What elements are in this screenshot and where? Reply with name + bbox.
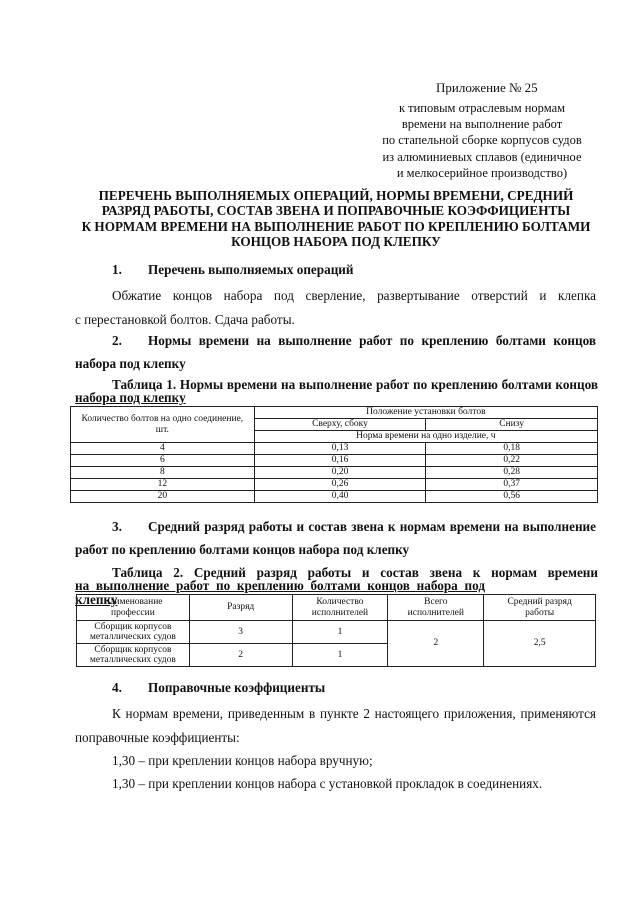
top-value-cell: 0,16 bbox=[254, 455, 426, 467]
grade-cell: 2 bbox=[189, 644, 292, 667]
section-title: Нормы времени на выполнение работ по креплению болтами концов bbox=[148, 333, 596, 348]
section-4-intro-line1: К нормам времени, приведенным в пункте 2 настоящего приложения, применяются bbox=[112, 706, 596, 721]
table-row bbox=[77, 621, 596, 644]
table-2-caption: Таблица 2. Средний разряд работы и состав звена к нормам времени bbox=[112, 565, 598, 580]
header-bottom: Снизу bbox=[426, 419, 598, 431]
section-3-heading-line2: работ по креплению болтами концов набора под клепку bbox=[75, 542, 410, 557]
coefficient-item: 1,30 – при креплении концов набора с установкой прокладок в соединениях. bbox=[112, 776, 543, 791]
header-performers: Количество исполнителей bbox=[292, 595, 388, 621]
section-title: Поправочные коэффициенты bbox=[148, 680, 326, 695]
table-1 bbox=[70, 406, 598, 503]
section-number: 4. bbox=[112, 680, 122, 695]
header-total: Всего исполнителей bbox=[388, 595, 484, 621]
header-profession: Наименование профессии bbox=[77, 595, 190, 621]
header-grade: Разряд bbox=[189, 595, 292, 621]
appendix-line: по стапельной сборке корпусов судов bbox=[382, 133, 582, 148]
top-value-cell: 0,40 bbox=[254, 491, 426, 503]
bolt-count-cell: 12 bbox=[71, 479, 255, 491]
profession-cell: Сборщик корпусов металлических судов bbox=[77, 621, 190, 644]
appendix-subtitle bbox=[372, 100, 592, 181]
bolt-count-cell: 20 bbox=[71, 491, 255, 503]
top-value-cell: 0,20 bbox=[254, 467, 426, 479]
bottom-value-cell: 0,22 bbox=[426, 455, 598, 467]
appendix-line: к типовым отраслевым нормам bbox=[398, 101, 566, 115]
bolt-count-cell: 4 bbox=[71, 443, 255, 455]
bolt-count-cell: 8 bbox=[71, 467, 255, 479]
performers-cell: 1 bbox=[292, 621, 388, 644]
appendix-number: Приложение № 25 bbox=[436, 80, 538, 95]
appendix-line: времени на выполнение работ bbox=[401, 117, 563, 132]
title-line: ПЕРЕЧЕНЬ ВЫПОЛНЯЕМЫХ ОПЕРАЦИЙ, НОРМЫ ВРЕМЕНИ, СРЕДНИЙ bbox=[98, 188, 574, 203]
section-1-text-line2: с перестановкой болтов. Сдача работы. bbox=[75, 312, 295, 327]
section-4-intro-line2: поправочные коэффициенты: bbox=[75, 730, 240, 745]
bottom-value-cell: 0,37 bbox=[426, 479, 598, 491]
table-2-caption-line2: на выполнение работ по креплению болтами концов набора под клепку bbox=[75, 578, 485, 607]
bottom-value-cell: 0,28 bbox=[426, 467, 598, 479]
document-title bbox=[66, 188, 606, 250]
avg-grade-cell: 2,5 bbox=[484, 621, 596, 667]
total-cell: 2 bbox=[388, 621, 484, 667]
table-row bbox=[71, 491, 598, 503]
header-bolt-count: Количество болтов на одно соединение, шт. bbox=[71, 407, 255, 443]
table-1-caption: Таблица 1. Нормы времени на выполнение работ по креплению болтами концов bbox=[112, 377, 598, 392]
table-row bbox=[71, 443, 598, 455]
section-title: Средний разряд работы и состав звена к нормам времени на выполнение bbox=[148, 519, 596, 534]
table-row bbox=[71, 479, 598, 491]
title-line: РАЗРЯД РАБОТЫ, СОСТАВ ЗВЕНА И ПОПРАВОЧНЫЕ КОЭФФИЦИЕНТЫ bbox=[101, 203, 571, 219]
profession-cell: Сборщик корпусов металлических судов bbox=[77, 644, 190, 667]
bolt-count-cell: 6 bbox=[71, 455, 255, 467]
table-2 bbox=[76, 594, 596, 667]
section-number: 1. bbox=[112, 262, 122, 277]
header-position: Положение установки болтов bbox=[254, 407, 597, 419]
table-row bbox=[71, 455, 598, 467]
table-row bbox=[71, 467, 598, 479]
bottom-value-cell: 0,56 bbox=[426, 491, 598, 503]
header-avg-grade: Средний разряд работы bbox=[484, 595, 596, 621]
performers-cell: 1 bbox=[292, 644, 388, 667]
grade-cell: 3 bbox=[189, 621, 292, 644]
section-1-text-line1: Обжатие концов набора под сверление, развертывание отверстий и клепка bbox=[112, 288, 596, 303]
appendix-line: и мелкосерийное производство) bbox=[396, 165, 568, 180]
header-norm: Норма времени на одно изделие, ч bbox=[254, 431, 597, 443]
title-line: К НОРМАМ ВРЕМЕНИ НА ВЫПОЛНЕНИЕ РАБОТ ПО КРЕПЛЕНИЮ БОЛТАМИ bbox=[81, 218, 591, 234]
top-value-cell: 0,26 bbox=[254, 479, 426, 491]
section-title: Перечень выполняемых операций bbox=[148, 262, 354, 277]
header-top-side: Сверху, сбоку bbox=[254, 419, 426, 431]
coefficient-item: 1,30 – при креплении концов набора вручную; bbox=[112, 753, 373, 768]
section-number: 2. bbox=[112, 333, 122, 348]
appendix-line: из алюминиевых сплавов (единичное bbox=[382, 149, 582, 164]
section-number: 3. bbox=[112, 519, 122, 534]
title-line: КОНЦОВ НАБОРА ПОД КЛЕПКУ bbox=[231, 234, 441, 250]
top-value-cell: 0,13 bbox=[254, 443, 426, 455]
section-2-heading-line2: набора под клепку bbox=[75, 356, 186, 371]
table-1-caption-line2: набора под клепку bbox=[75, 390, 186, 405]
bottom-value-cell: 0,18 bbox=[426, 443, 598, 455]
